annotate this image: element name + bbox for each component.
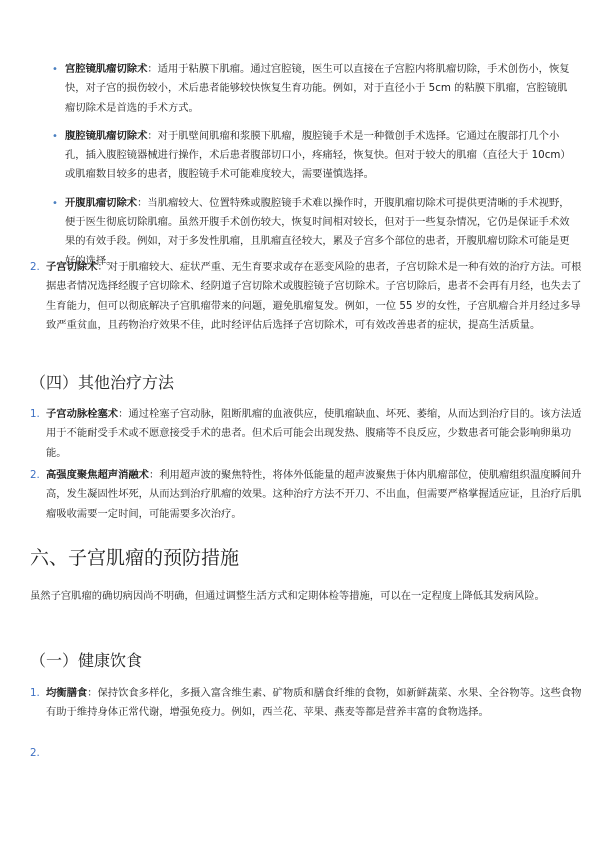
list-item <box>50 127 575 185</box>
chapter-heading: 六、子宫肌瘤的预防措施 <box>30 547 240 569</box>
list-item <box>30 466 582 524</box>
item-text: ：对于肌瘤较大、症状严重、无生育要求或存在恶变风险的患者，子宫切除术是一种有效的治疗方法。可根据患者情况选择经腹子宫切除术、经阴道子宫切除术或腹腔镜子宫切除术。子宫切除后，患者不会再有月经，也失去了生育能力，但可以彻底解决子宫肌瘤带来的问题，避免肌瘤复发。例如，一位 55 岁的女性，子宫肌瘤合并月经过多导致严重贫血，且药物治疗效果不佳，此时经评估后选择子宫切除术，可有效改善患者的症状，提高生活质量。 <box>46 261 582 331</box>
list-item <box>50 60 575 118</box>
item-lead: 开腹肌瘤切除术 <box>65 196 138 209</box>
item-text: ：适用于粘膜下肌瘤。通过宫腔镜，医生可以直接在子宫腔内将肌瘤切除，手术创伤小，恢复快，对子宫的损伤较小，术后患者能够较快恢复生育功能。例如，对于直径小于 5cm 的粘膜下肌瘤，宫腔镜肌瘤切除术是首选的手术方式。 <box>65 63 570 114</box>
list-number: 1. <box>30 687 40 699</box>
item-lead: 腹腔镜肌瘤切除术 <box>65 129 148 142</box>
myomectomy-sub-list <box>50 60 575 280</box>
item-text: ：当肌瘤较大、位置特殊或腹腔镜手术难以操作时，开腹肌瘤切除术可提供更清晰的手术视野，便于医生彻底切除肌瘤。虽然开腹手术创伤较大，恢复时间相对较长，但对于一些复杂情况，它仍是保证手术效果的有效手段。例如，对于多发性肌瘤，且肌瘤直径较大，累及子宫多个部位的患者，开腹肌瘤切除术可能是更好的选择。 <box>65 196 570 267</box>
list-item <box>30 258 582 335</box>
item-lead: 子宫动脉栓塞术 <box>46 408 119 420</box>
item-text: ：保持饮食多样化，多摄入富含维生素、矿物质和膳食纤维的食物，如新鲜蔬菜、水果、全谷物等。这些食物有助于维持身体正常代谢，增强免疫力。例如，西兰花、苹果、燕麦等都是营养丰富的食物选择。 <box>46 687 582 719</box>
item-text: ：利用超声波的聚焦特性，将体外低能量的超声波聚焦于体内肌瘤部位，使肌瘤组织温度瞬间升高，发生凝固性坏死，从而达到治疗肌瘤的效果。这种治疗方法不开刀、不出血，但需要严格掌握适应证，且治疗后肌瘤吸收需要一定时间，可能需要多次治疗。 <box>46 469 582 520</box>
list-item <box>30 684 582 723</box>
item-text: ：对于肌壁间肌瘤和浆膜下肌瘤，腹腔镜手术是一种微创手术选择。它通过在腹部打几个小孔，插入腹腔镜器械进行操作，术后患者腹部切口小，疼痛轻，恢复快。但对于较大的肌瘤（直径大于 10cm）或肌瘤数目较多的患者，腹腔镜手术可能难度较大，需要谨慎选择。 <box>65 129 571 181</box>
item-lead: 子宫切除术 <box>46 261 98 273</box>
intro-paragraph: 虽然子宫肌瘤的确切病因尚不明确，但通过调整生活方式和定期体检等措施，可以在一定程度上降低其发病风险。 <box>30 590 545 602</box>
bullet-dot-icon: • <box>52 64 58 75</box>
list-number: 2. <box>30 469 40 481</box>
item-text: ：通过栓塞子宫动脉，阻断肌瘤的血液供应，使肌瘤缺血、坏死、萎缩，从而达到治疗目的。该方法适用于不能耐受手术或不愿意接受手术的患者。但术后可能会出现发热、腹痛等不良反应，少数患者可能会影响卵巢功能。 <box>46 408 582 459</box>
list-item <box>30 405 582 463</box>
list-number: 2. <box>30 747 40 759</box>
bullet-dot-icon: • <box>52 130 58 142</box>
list-number: 2. <box>30 261 40 273</box>
item-lead: 均衡膳食 <box>46 687 88 699</box>
item-lead: 宫腔镜肌瘤切除术 <box>65 63 148 75</box>
item-lead: 高强度聚焦超声消融术 <box>46 469 149 481</box>
section-heading: （一）健康饮食 <box>30 651 143 670</box>
bullet-dot-icon: • <box>52 197 58 209</box>
list-number: 1. <box>30 408 40 420</box>
section-heading: （四）其他治疗方法 <box>30 373 175 392</box>
